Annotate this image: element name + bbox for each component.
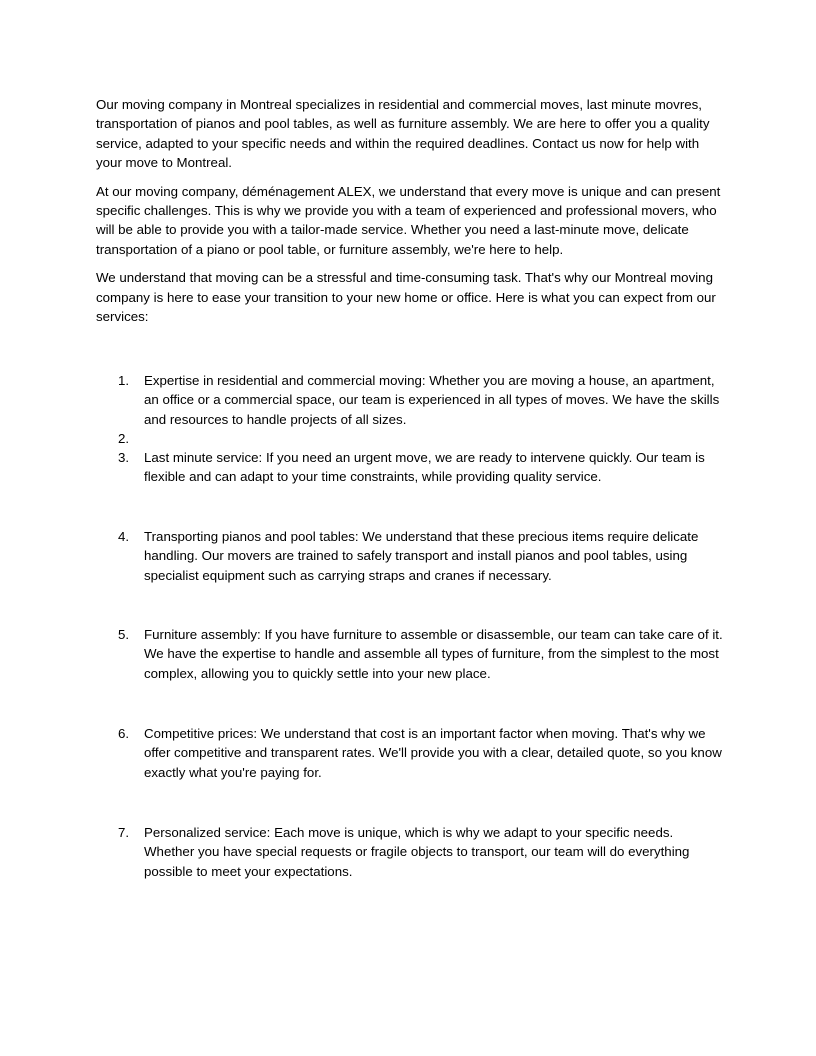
list-item-number: 6. (118, 726, 130, 741)
list-item-text: Expertise in residential and commercial moving: Whether you are moving a house, an apartment, an office or a commercial space, our team is experienced in all types of moves. We have the skills and resources to handle projects of all sizes. (144, 373, 720, 427)
intro-paragraph-1: Our moving company in Montreal specializes in residential and commercial moves, last minute movres, transportation of pianos and pool tables, as well as furniture assembly. We are here to offer you a quality service, adapted to your specific needs and within the required deadlines. Contact us now for help with your move to Montreal. (96, 97, 710, 171)
list-item-number: 4. (118, 529, 130, 544)
list-item-number: 1. (118, 373, 130, 388)
intro-paragraph-2: At our moving company, déménagement ALEX, we understand that every move is unique and can present specific challenges. This is why we provide you with a team of experienced and professional movers, who will be able to provide you with a tailor-made service. Whether you need a last-minute move, delicate transportation of a piano or pool table, or furniture assembly, we're here to help. (96, 183, 721, 257)
list-item-number: 2. (118, 431, 130, 446)
list-item-number: 7. (118, 825, 130, 840)
list-item-text: Competitive prices: We understand that cost is an important factor when moving. That's why we offer competitive and transparent rates. We'll provide you with a clear, detailed quote, so you know exactly what you're paying for. (144, 726, 722, 780)
intro-paragraph-3: We understand that moving can be a stressful and time-consuming task. That's why our Montreal moving company is here to ease your transition to your new home or office. Here is what you can expect from our services: (96, 270, 716, 325)
list-item-number: 5. (118, 627, 130, 642)
intro-section (96, 95, 722, 335)
list-item-number: 3. (118, 450, 130, 465)
list-item-text: Personalized service: Each move is unique, which is why we adapt to your specific needs. Whether you have special requests or fragile objects to transport, our team will do everything possible to meet your expectations. (144, 825, 690, 879)
list-item-text: Last minute service: If you need an urgent move, we are ready to intervene quickly. Our team is flexible and can adapt to your time constraints, while providing quality service. (144, 450, 705, 485)
list-item-text: Transporting pianos and pool tables: We understand that these precious items require delicate handling. Our movers are trained to safely transport and install pianos and pool tables, using specialist equipment such as carrying straps and cranes if necessary. (144, 529, 699, 583)
list-item-text: Furniture assembly: If you have furniture to assemble or disassemble, our team can take care of it. We have the expertise to handle and assemble all types of furniture, from the simplest to the most complex, allowing you to quickly settle into your new place. (144, 627, 723, 681)
